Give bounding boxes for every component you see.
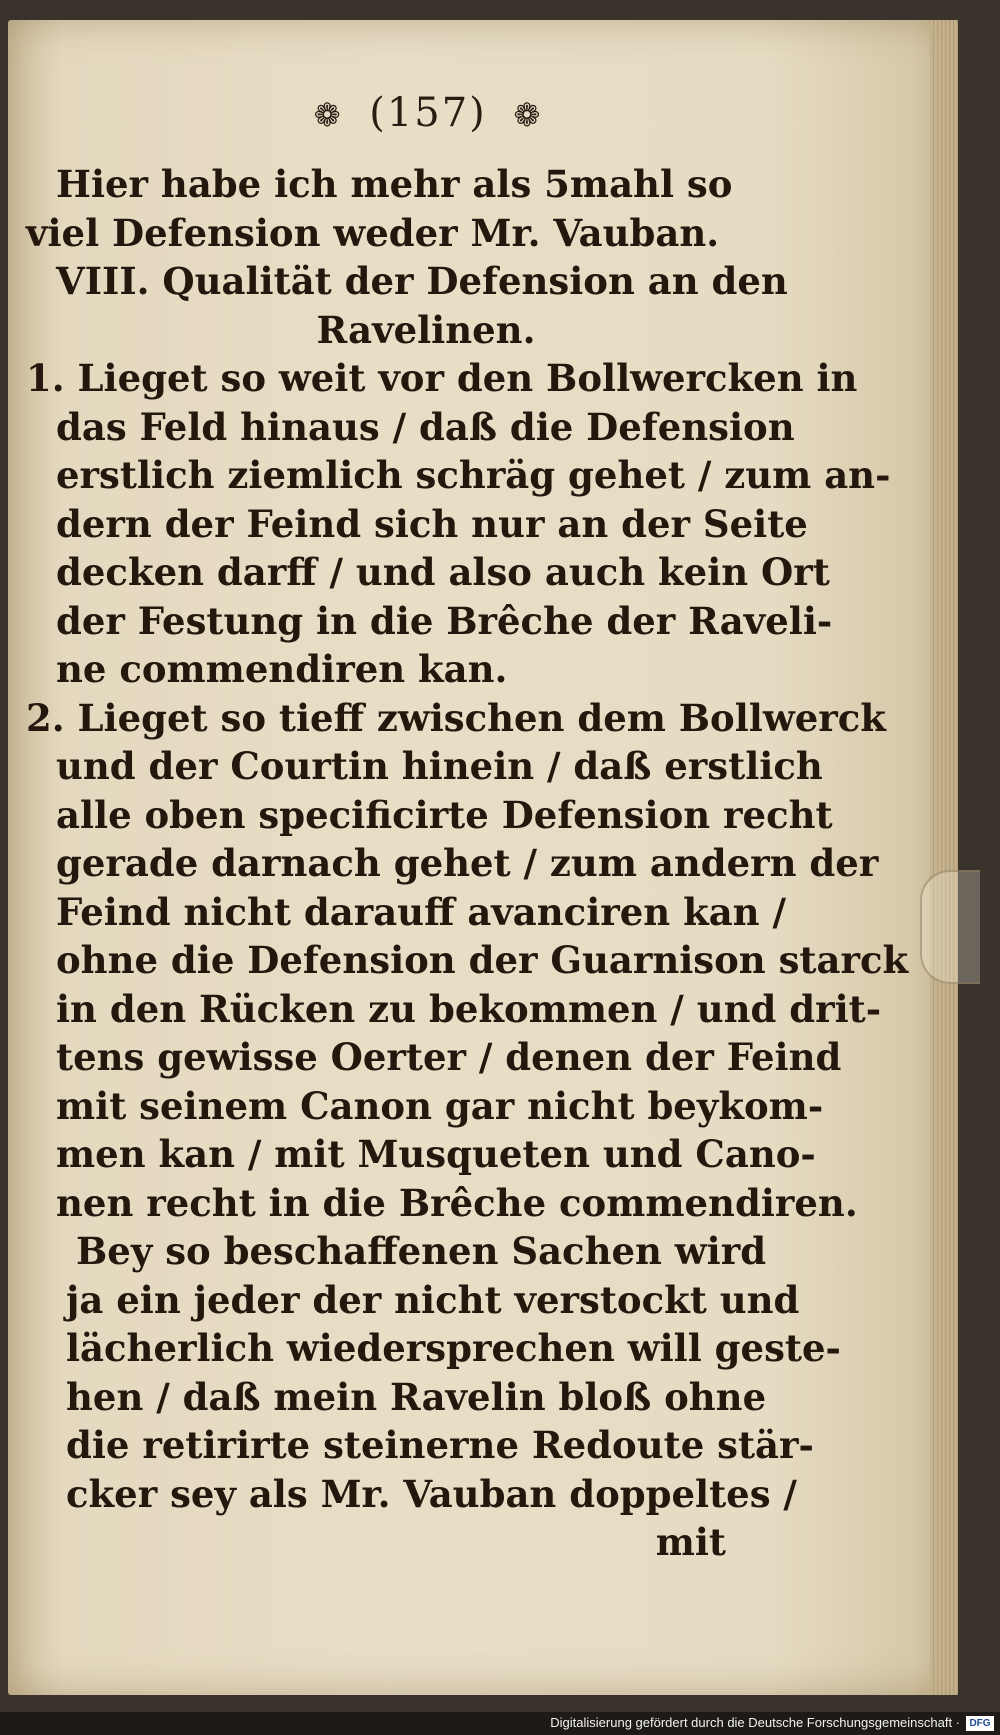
text-line: lächerlich wiedersprechen will geste- xyxy=(66,1326,841,1370)
page-edge xyxy=(930,20,958,1695)
text-line: dern der Feind sich nur an der Seite xyxy=(56,501,808,546)
dfg-logo-icon: DFG xyxy=(966,1716,994,1731)
text-line: nen recht in die Brêche commendiren. xyxy=(56,1180,858,1225)
text-line: ohne die Defension der Guarnison starck xyxy=(56,938,909,982)
text-line: gerade darnach gehet / zum andern der xyxy=(56,841,879,885)
section-heading-continued: Ravelinen. xyxy=(316,307,536,352)
text-line: ja ein jeder der nicht verstockt und xyxy=(66,1277,800,1322)
text-line: das Feld hinaus / daß die Defension xyxy=(56,404,795,449)
text-line: Hier habe ich mehr als 5mahl so xyxy=(56,162,733,206)
text-line: 1. Lieget so weit vor den Bollwercken in xyxy=(26,356,858,400)
catchword: mit xyxy=(655,1520,726,1564)
text-line: decken darff / und also auch kein Ort xyxy=(56,550,830,594)
ornament-right-icon: ❁ xyxy=(513,96,543,134)
text-line: mit seinem Canon gar nicht beykom- xyxy=(56,1083,824,1128)
text-line: Bey so beschaffenen Sachen wird xyxy=(76,1229,767,1273)
ornament-left-icon: ❁ xyxy=(313,96,343,134)
text-line: alle oben specificirte Defension recht xyxy=(56,792,833,837)
page-clasp xyxy=(920,870,980,984)
section-heading: VIII. Qualität der Defension an den xyxy=(56,259,788,303)
text-line: Feind nicht darauff avanciren kan / xyxy=(56,889,786,934)
text-line: 2. Lieget so tieff zwischen dem Bollwerck xyxy=(26,695,886,740)
footer-credit: Digitalisierung gefördert durch die Deutsche Forschungsgemeinschaft · xyxy=(550,1715,960,1730)
text-line: cker sey als Mr. Vauban doppeltes / xyxy=(66,1471,797,1516)
text-line: men kan / mit Musqueten und Cano- xyxy=(56,1132,816,1176)
book-page xyxy=(8,20,958,1695)
text-line: viel Defension weder Mr. Vauban. xyxy=(26,210,720,255)
text-line: erstlich ziemlich schräg gehet / zum an- xyxy=(56,453,891,497)
text-line: ne commendiren kan. xyxy=(56,647,508,691)
page-header xyxy=(8,90,848,136)
digitization-footer xyxy=(0,1712,1000,1735)
text-line: tens gewisse Oerter / denen der Feind xyxy=(56,1035,842,1079)
text-line: in den Rücken zu bekommen / und drit- xyxy=(56,986,882,1031)
text-line: und der Courtin hinein / daß erstlich xyxy=(56,744,823,788)
text-line: der Festung in die Brêche der Raveli- xyxy=(56,598,833,643)
page-number: (157) xyxy=(369,90,487,136)
page-text xyxy=(26,160,909,1567)
text-line: hen / daß mein Ravelin bloß ohne xyxy=(66,1374,767,1419)
text-line: die retirirte steinerne Redoute stär- xyxy=(66,1423,814,1467)
